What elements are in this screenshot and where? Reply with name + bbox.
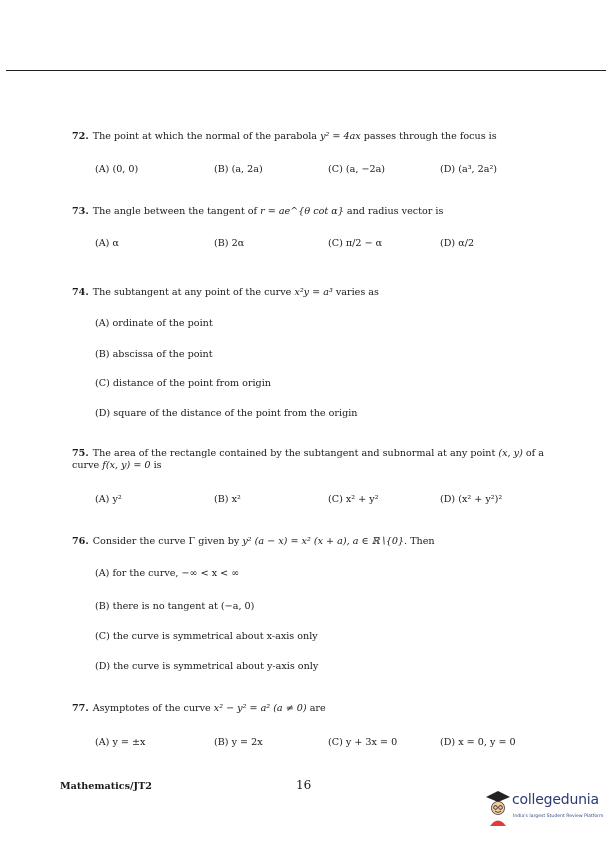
question-stem-end: Then: [407, 536, 435, 547]
page-number: 16: [296, 778, 312, 792]
question-73: [72, 206, 562, 218]
question-stem-end: passes through the focus is: [360, 131, 497, 142]
footer-subject: Mathematics/JT2: [60, 781, 152, 792]
equation: x²y = a³: [294, 287, 333, 298]
option-d[interactable]: (D) the curve is symmetrical about y-axis only: [95, 661, 319, 672]
option-c[interactable]: (C) π/2 − α: [328, 238, 383, 249]
option-d[interactable]: (D) x = 0, y = 0: [440, 737, 516, 748]
option-d[interactable]: (D) α/2: [440, 238, 475, 249]
option-a[interactable]: (A) ordinate of the point: [95, 318, 213, 329]
question-stem: Consider the curve Γ given by: [92, 536, 243, 547]
option-a[interactable]: (A) y²: [95, 494, 122, 505]
question-stem: The point at which the normal of the parabola: [92, 131, 321, 142]
option-c[interactable]: (C) y + 3x = 0: [328, 737, 398, 748]
question-stem-mid: of a curve: [72, 448, 544, 471]
question-stem-end: are: [306, 703, 326, 714]
equation: f(x, y) = 0: [102, 460, 151, 471]
question-75: [72, 448, 552, 472]
option-c[interactable]: (C) (a, −2a): [328, 164, 386, 175]
option-a[interactable]: (A) y = ±x: [95, 737, 146, 748]
option-d[interactable]: (D) (x² + y²)²: [440, 494, 503, 505]
brand-name[interactable]: collegedunia: [512, 792, 599, 808]
equation: r = ae^{θ cot α}: [260, 206, 344, 217]
question-76: [72, 536, 562, 548]
brand-tagline: India's largest Student Review Platform: [513, 814, 604, 819]
equation: (x, y): [498, 448, 523, 459]
option-a[interactable]: (A) (0, 0): [95, 164, 139, 175]
option-b[interactable]: (B) (a, 2a): [214, 164, 263, 175]
question-stem: The subtangent at any point of the curve: [92, 287, 295, 298]
question-number: 74.: [72, 287, 89, 298]
option-d[interactable]: (D) (a³, 2a²): [440, 164, 498, 175]
question-stem-end: varies as: [332, 287, 379, 298]
equation: y² (a − x) = x² (x + a), a ∈ ℝ∖{0}.: [242, 536, 408, 547]
option-b[interactable]: (B) abscissa of the point: [95, 349, 213, 360]
option-a[interactable]: (A) α: [95, 238, 119, 249]
collegedunia-watermark: [482, 788, 602, 832]
question-stem-end: is: [150, 460, 162, 471]
question-stem-end: and radius vector is: [343, 206, 444, 217]
question-stem: Asymptotes of the curve: [92, 703, 214, 714]
equation: x² − y² = a² (a ≠ 0): [213, 703, 307, 714]
question-72: [72, 131, 562, 143]
top-divider-line: [6, 70, 606, 71]
question-number: 75.: [72, 448, 89, 459]
option-b[interactable]: (B) x²: [214, 494, 241, 505]
option-d[interactable]: (D) square of the distance of the point from the origin: [95, 408, 358, 419]
question-number: 77.: [72, 703, 89, 714]
question-number: 73.: [72, 206, 89, 217]
question-number: 76.: [72, 536, 89, 547]
question-stem: The area of the rectangle contained by the subtangent and subnormal at any point: [92, 448, 499, 459]
graduate-mascot-icon: [482, 788, 512, 828]
question-77: [72, 703, 562, 715]
option-b[interactable]: (B) there is no tangent at (−a, 0): [95, 601, 255, 612]
option-c[interactable]: (C) distance of the point from origin: [95, 378, 271, 389]
question-number: 72.: [72, 131, 89, 142]
question-74: [72, 287, 562, 299]
option-b[interactable]: (B) y = 2x: [214, 737, 263, 748]
equation: y² = 4ax: [320, 131, 361, 142]
option-c[interactable]: (C) x² + y²: [328, 494, 379, 505]
question-stem: The angle between the tangent of: [92, 206, 261, 217]
option-a[interactable]: (A) for the curve, −∞ < x < ∞: [95, 568, 240, 579]
option-c[interactable]: (C) the curve is symmetrical about x-axis only: [95, 631, 318, 642]
option-b[interactable]: (B) 2α: [214, 238, 245, 249]
